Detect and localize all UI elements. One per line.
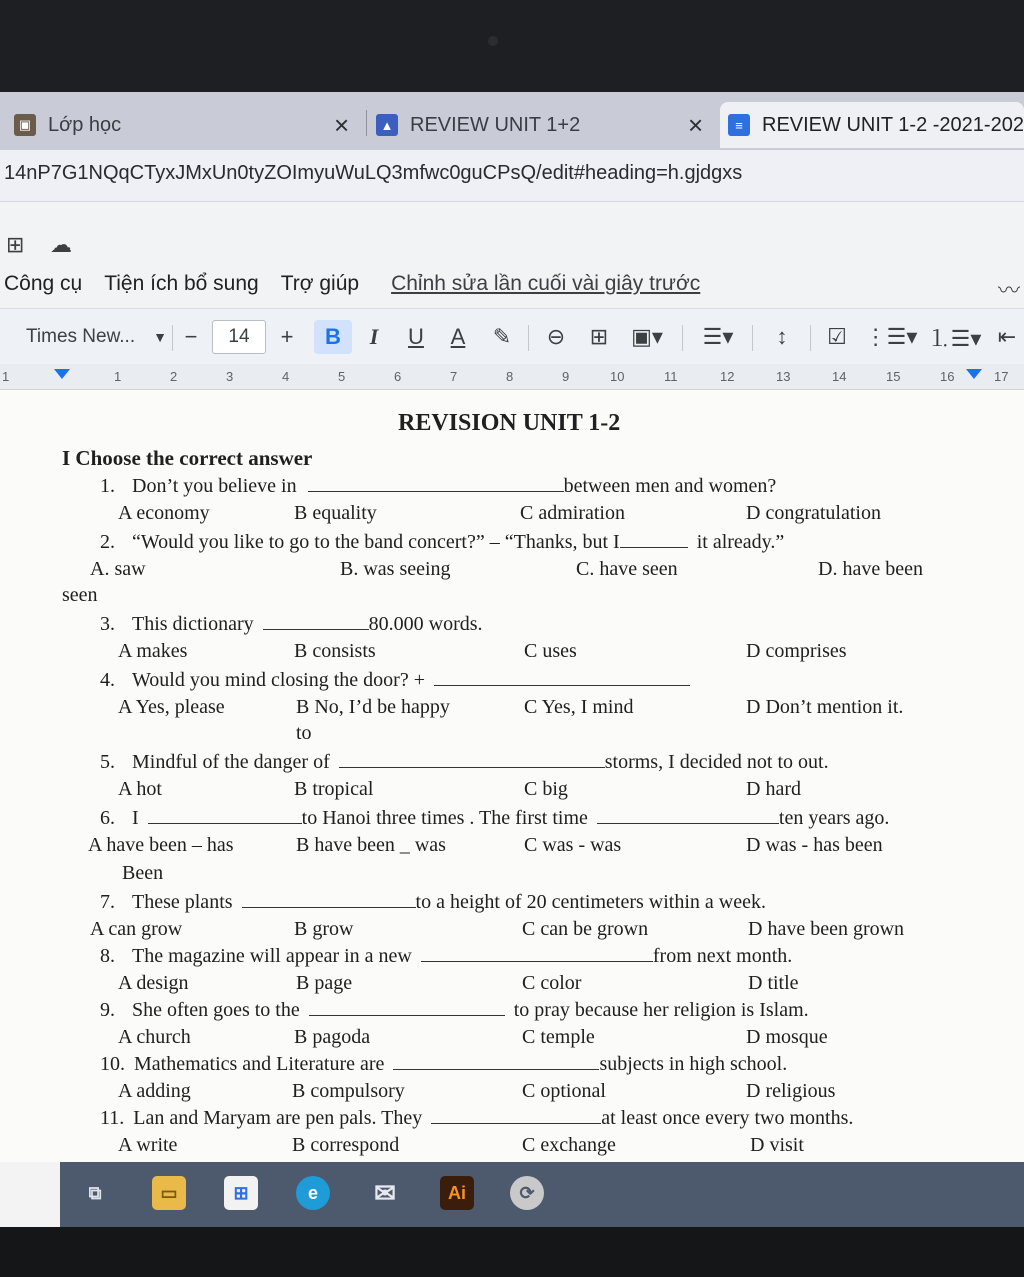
question-3 bbox=[100, 612, 483, 636]
text-color-button[interactable]: A bbox=[450, 324, 466, 349]
underline-button[interactable]: U bbox=[408, 324, 424, 349]
menu-tools[interactable]: Công cụ bbox=[4, 272, 83, 295]
ruler-mark: 3 bbox=[226, 369, 234, 384]
url-text[interactable]: 14nP7G1NQqCTyxJMxUn0tyZOImyuWuLQ3mfwc0guCPsQ/edit#heading=h.gjdgxs bbox=[4, 162, 743, 184]
question-text: “Would you like to go to the band concert?” – “Thanks, but I bbox=[132, 531, 620, 553]
option-b: B correspond bbox=[292, 1134, 400, 1156]
option-b: B tropical bbox=[294, 778, 374, 800]
option-a: A design bbox=[118, 972, 189, 994]
option-c: C was - was bbox=[524, 834, 622, 856]
tab-review-unit-1-2-2021[interactable] bbox=[720, 102, 1024, 148]
comment-icon[interactable]: ⊞ bbox=[589, 324, 609, 349]
option-b: B No, I’d be happy bbox=[296, 696, 450, 718]
option-d: D title bbox=[748, 972, 799, 994]
ruler-mark: 1 bbox=[2, 369, 10, 384]
task-view-icon[interactable]: ⧉ bbox=[88, 1182, 102, 1203]
question-number: 2. bbox=[100, 531, 115, 553]
menu-bar bbox=[4, 272, 700, 296]
toolbar-divider bbox=[528, 325, 529, 351]
option-c: C can be grown bbox=[522, 918, 649, 940]
option-c: C color bbox=[522, 972, 582, 994]
ruler-mark: 5 bbox=[338, 369, 346, 384]
document-title: REVISION UNIT 1-2 bbox=[398, 410, 621, 436]
option-c: C uses bbox=[524, 640, 577, 662]
menu-addons[interactable]: Tiện ích bổ sung bbox=[104, 272, 259, 295]
answer-blank[interactable] bbox=[431, 1106, 601, 1124]
option-c: C optional bbox=[522, 1080, 606, 1102]
option-wrap: seen bbox=[62, 584, 98, 606]
question-number: 11. bbox=[100, 1107, 125, 1129]
option-d: D mosque bbox=[746, 1026, 828, 1048]
close-icon[interactable]: × bbox=[334, 109, 350, 140]
question-text: at least once every two months. bbox=[601, 1107, 854, 1129]
toolbar-divider bbox=[682, 325, 683, 351]
question-text: Mindful of the danger of bbox=[132, 751, 330, 773]
option-d: D religious bbox=[746, 1080, 836, 1102]
question-text: These plants bbox=[132, 891, 233, 913]
question-text: The magazine will appear in a new bbox=[132, 945, 412, 967]
option-a: A hot bbox=[118, 778, 162, 800]
file-explorer-icon[interactable]: ▭ bbox=[152, 1176, 186, 1210]
option-b: B pagoda bbox=[294, 1026, 371, 1048]
option-d: D was - has been bbox=[746, 834, 883, 856]
last-edit-link[interactable]: Chỉnh sửa lần cuối vài giây trước bbox=[391, 272, 701, 295]
question-text: Don’t you believe in bbox=[132, 475, 297, 497]
question-text: to pray because her religion is Islam. bbox=[513, 999, 809, 1021]
option-d: D visit bbox=[750, 1134, 804, 1156]
activity-icon[interactable]: 〰 bbox=[997, 278, 1020, 303]
ruler-mark: 14 bbox=[832, 369, 847, 384]
option-b: B page bbox=[296, 972, 353, 994]
ruler-mark: 11 bbox=[664, 369, 678, 384]
option-a: A makes bbox=[118, 640, 188, 662]
option-a: A can grow bbox=[90, 918, 183, 940]
question-text: to a height of 20 centimeters within a week. bbox=[415, 891, 766, 913]
classroom-icon: ▲ bbox=[376, 114, 398, 136]
question-text: between men and women? bbox=[563, 475, 777, 497]
option-c: C big bbox=[524, 778, 568, 800]
laptop-bezel-bottom bbox=[0, 1227, 1024, 1277]
app-icon[interactable]: ⟳ bbox=[510, 1176, 544, 1210]
option-a: A Yes, please bbox=[118, 696, 225, 718]
illustrator-icon[interactable]: Ai bbox=[440, 1176, 474, 1210]
question-number: 3. bbox=[100, 613, 115, 635]
question-4 bbox=[100, 668, 690, 692]
tab-divider bbox=[366, 110, 367, 136]
option-d: D congratulation bbox=[746, 502, 881, 524]
answer-blank[interactable] bbox=[148, 806, 302, 824]
question-text: Lan and Maryam are pen pals. They bbox=[133, 1107, 423, 1129]
option-d: D have been grown bbox=[748, 918, 905, 940]
question-number: 5. bbox=[100, 751, 115, 773]
bulleted-list-icon[interactable]: ⋮☰▾ bbox=[864, 324, 918, 349]
ruler-mark: 9 bbox=[562, 369, 570, 384]
chevron-down-icon: ▼ bbox=[153, 329, 167, 345]
edge-icon[interactable]: e bbox=[296, 1176, 330, 1210]
font-size-input[interactable]: 14 bbox=[212, 320, 266, 354]
answer-blank[interactable] bbox=[620, 530, 688, 548]
tab-review-unit-1-2[interactable] bbox=[376, 102, 716, 148]
question-text: Mathematics and Literature are bbox=[134, 1053, 385, 1075]
option-c: C admiration bbox=[520, 502, 625, 524]
option-wrap: Been bbox=[122, 862, 164, 884]
question-10 bbox=[100, 1052, 787, 1076]
question-number: 4. bbox=[100, 669, 115, 691]
answer-blank[interactable] bbox=[242, 890, 416, 908]
option-d: D hard bbox=[746, 778, 801, 800]
link-icon[interactable]: ⊖ bbox=[546, 324, 566, 349]
option-a: A church bbox=[118, 1026, 191, 1048]
docs-icon: ≡ bbox=[728, 114, 750, 136]
image-icon[interactable]: ▣▾ bbox=[631, 324, 663, 349]
store-icon[interactable]: ⊞ bbox=[224, 1176, 258, 1210]
ruler-mark: 8 bbox=[506, 369, 514, 384]
question-6 bbox=[100, 806, 889, 830]
option-c: C temple bbox=[522, 1026, 595, 1048]
tab-label: REVIEW UNIT 1+2 bbox=[410, 113, 581, 136]
option-c: C Yes, I mind bbox=[524, 696, 634, 718]
option-d: D. have been bbox=[818, 558, 923, 580]
option-a: A write bbox=[118, 1134, 178, 1156]
laptop-bezel bbox=[0, 0, 1024, 92]
question-number: 7. bbox=[100, 891, 115, 913]
option-b: B equality bbox=[294, 502, 377, 524]
ruler-mark: 17 bbox=[994, 369, 1009, 384]
font-size-increase-button[interactable]: + bbox=[280, 324, 294, 349]
option-a: A. saw bbox=[90, 558, 146, 580]
windows-taskbar bbox=[60, 1162, 1024, 1227]
question-text: ten years ago. bbox=[778, 807, 890, 829]
question-9 bbox=[100, 998, 809, 1022]
ruler-mark: 15 bbox=[886, 369, 901, 384]
move-to-folder-icon[interactable]: ⊞ bbox=[6, 232, 25, 257]
section-heading: I Choose the correct answer bbox=[62, 446, 313, 470]
question-number: 1. bbox=[100, 475, 115, 497]
toolbar-divider bbox=[752, 325, 753, 351]
question-1 bbox=[100, 474, 776, 498]
browser-tab-strip bbox=[0, 92, 1024, 150]
option-b: B grow bbox=[294, 918, 354, 940]
cloud-saved-icon[interactable]: ☁ bbox=[50, 232, 72, 257]
checklist-icon[interactable]: ☑ bbox=[827, 324, 847, 349]
question-number: 10. bbox=[100, 1053, 125, 1075]
option-d: D comprises bbox=[746, 640, 847, 662]
question-text: Would you mind closing the door? + bbox=[132, 669, 425, 691]
screen bbox=[0, 92, 1024, 1227]
address-bar[interactable] bbox=[0, 150, 1024, 202]
ruler-mark: 16 bbox=[940, 369, 955, 384]
ruler-mark: 7 bbox=[450, 369, 458, 384]
ruler-mark: 10 bbox=[610, 369, 625, 384]
question-number: 9. bbox=[100, 999, 115, 1021]
question-11 bbox=[100, 1106, 853, 1130]
option-b: B have been _ was bbox=[296, 834, 446, 856]
answer-blank[interactable] bbox=[393, 1052, 599, 1070]
formatting-toolbar bbox=[0, 308, 1024, 364]
question-text: subjects in high school. bbox=[599, 1053, 788, 1075]
question-text: 80.000 words. bbox=[368, 613, 483, 635]
classroom-icon: ▣ bbox=[14, 114, 36, 136]
tab-label: Lớp học bbox=[48, 113, 122, 136]
font-family-value: Times New... bbox=[26, 326, 136, 347]
font-size-decrease-button[interactable]: − bbox=[184, 324, 198, 349]
question-7 bbox=[100, 890, 766, 914]
toolbar-divider bbox=[810, 325, 811, 351]
question-text: storms, I decided not to out. bbox=[604, 751, 829, 773]
indent-icon[interactable]: ⇤ bbox=[997, 324, 1017, 349]
question-8 bbox=[100, 944, 792, 968]
font-family-select[interactable] bbox=[18, 320, 168, 354]
question-text: She often goes to the bbox=[132, 999, 300, 1021]
tab-lop-hoc[interactable] bbox=[14, 102, 364, 148]
mail-icon[interactable]: ✉ bbox=[374, 1177, 396, 1208]
option-a: A adding bbox=[118, 1080, 191, 1102]
left-indent-marker[interactable] bbox=[54, 369, 70, 379]
ruler-mark: 1 bbox=[114, 369, 122, 384]
answer-blank[interactable] bbox=[421, 944, 653, 962]
answer-blank[interactable] bbox=[339, 750, 605, 768]
ruler-mark: 13 bbox=[776, 369, 791, 384]
tab-label: REVIEW UNIT 1-2 -2021-202 bbox=[762, 113, 1024, 136]
option-b: B. was seeing bbox=[340, 558, 451, 580]
menu-help[interactable]: Trợ giúp bbox=[280, 272, 360, 295]
option-b: B consists bbox=[294, 640, 376, 662]
ruler-mark: 12 bbox=[720, 369, 735, 384]
ruler[interactable] bbox=[0, 364, 1024, 390]
docs-header bbox=[0, 202, 1024, 308]
ruler-mark: 6 bbox=[394, 369, 402, 384]
right-indent-marker[interactable] bbox=[966, 369, 982, 379]
align-icon[interactable]: ☰▾ bbox=[702, 324, 734, 349]
ruler-mark: 2 bbox=[170, 369, 178, 384]
question-text: This dictionary bbox=[132, 613, 254, 635]
answer-blank[interactable] bbox=[309, 998, 505, 1016]
bold-button[interactable]: B bbox=[314, 320, 352, 354]
option-b: B compulsory bbox=[292, 1080, 405, 1102]
answer-blank[interactable] bbox=[434, 668, 690, 686]
answer-blank[interactable] bbox=[597, 806, 779, 824]
question-2 bbox=[100, 530, 784, 554]
option-a: A have been – has bbox=[88, 834, 234, 856]
option-wrap: to bbox=[296, 722, 312, 744]
question-text: from next month. bbox=[652, 945, 793, 967]
numbered-list-icon[interactable]: ⒈☰▾ bbox=[928, 325, 982, 351]
close-icon[interactable]: × bbox=[688, 109, 704, 140]
option-d: D Don’t mention it. bbox=[746, 696, 904, 718]
option-c: C exchange bbox=[522, 1134, 616, 1156]
question-number: 6. bbox=[100, 807, 115, 829]
ruler-mark: 4 bbox=[282, 369, 290, 384]
option-a: A economy bbox=[118, 502, 210, 524]
question-text: I bbox=[132, 807, 139, 829]
webcam-icon bbox=[488, 36, 498, 46]
answer-blank[interactable] bbox=[263, 612, 369, 630]
question-5 bbox=[100, 750, 829, 774]
italic-button[interactable]: I bbox=[369, 324, 379, 349]
question-text: to Hanoi three times . The first time bbox=[301, 807, 588, 829]
highlight-icon[interactable]: ✎ bbox=[492, 324, 512, 349]
question-number: 8. bbox=[100, 945, 115, 967]
question-text: it already.” bbox=[696, 531, 785, 553]
option-c: C. have seen bbox=[576, 558, 678, 580]
answer-blank[interactable] bbox=[308, 474, 564, 492]
toolbar-divider bbox=[172, 325, 173, 351]
document-page[interactable] bbox=[0, 390, 1024, 1162]
line-spacing-icon[interactable]: ↕ bbox=[776, 324, 788, 349]
